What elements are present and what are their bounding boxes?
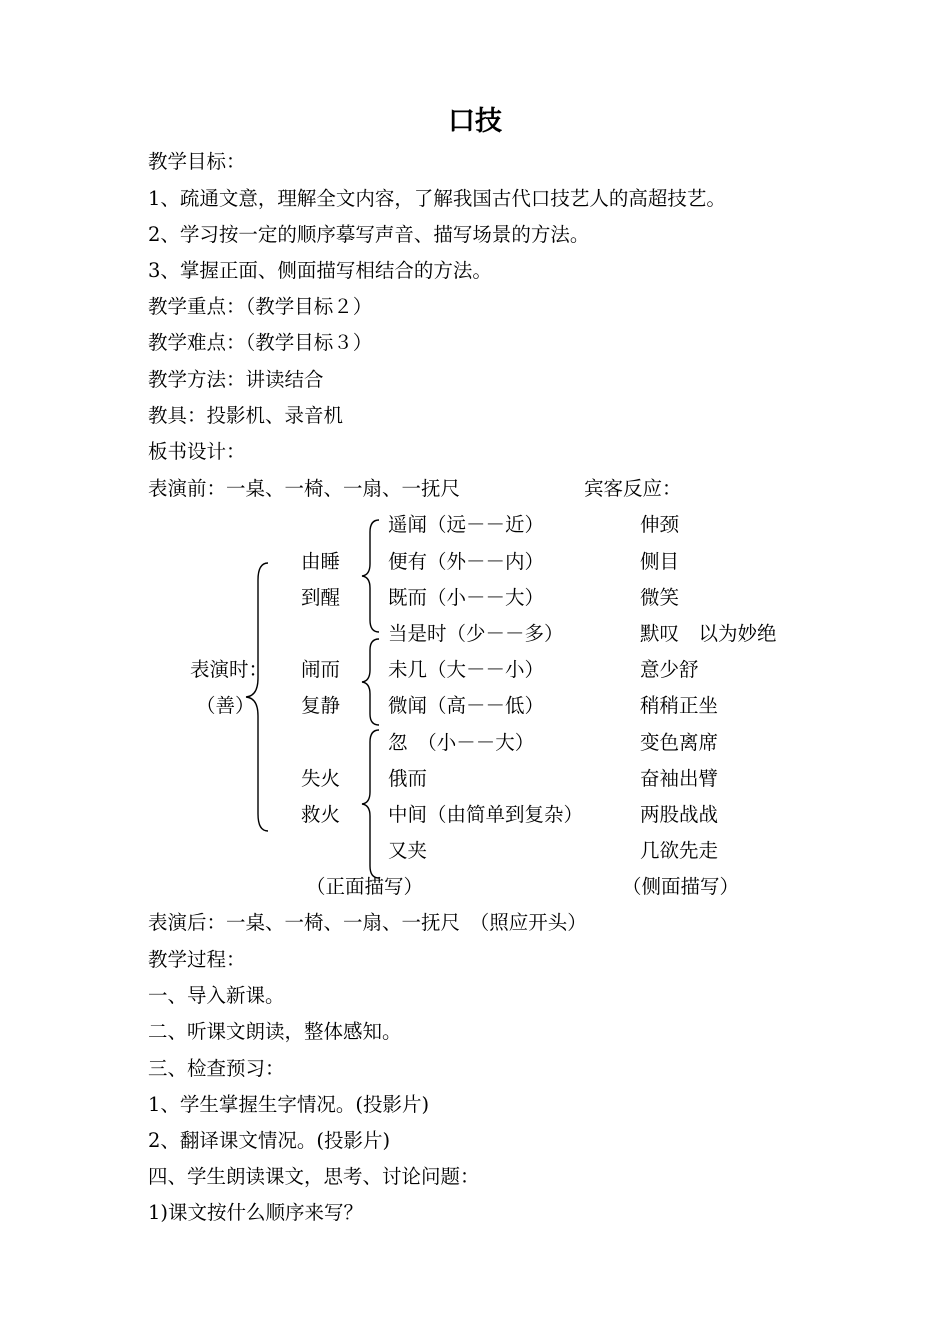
reaction-row-6: 稍稍正坐 [640, 694, 719, 717]
detail-row-8: 俄而 [388, 767, 428, 790]
detail-row-9: 中间（由简单到复杂） [388, 803, 584, 826]
detail-row-6: 微闻（高－－低） [388, 694, 545, 717]
reaction-row-7: 变色离席 [640, 731, 719, 754]
group-3-line-2: 救火 [301, 803, 341, 826]
front-description-label: （正面描写） [306, 875, 424, 898]
group-3-line-1: 失火 [301, 767, 341, 790]
teaching-tools: 教具：投影机、录音机 [148, 404, 344, 427]
group-1-line-2: 到醒 [301, 586, 341, 609]
objective-2: 2、学习按一定的顺序摹写声音、描写场景的方法。 [148, 223, 590, 246]
process-step-3: 三、检查预习： [148, 1057, 285, 1080]
detail-row-3: 既而（小－－大） [388, 586, 545, 609]
process-question-1: 1)课文按什么顺序来写？ [148, 1201, 364, 1224]
detail-row-2: 便有（外－－内） [388, 550, 545, 573]
during-performance-label: 表演时： [190, 658, 269, 681]
guest-reaction-heading: 宾客反应： [584, 477, 682, 500]
teaching-method: 教学方法：讲读结合 [148, 368, 324, 391]
reaction-row-5: 意少舒 [640, 658, 699, 681]
group-1-line-1: 由睡 [301, 550, 341, 573]
process-step-3-1: 1、学生掌握生字情况。(投影片) [148, 1093, 430, 1116]
before-performance: 表演前：一桌、一椅、一扇、一抚尺 [148, 477, 461, 500]
objective-3: 3、掌握正面、侧面描写相结合的方法。 [148, 259, 492, 282]
reaction-row-8: 奋袖出臂 [640, 767, 719, 790]
detail-row-5: 未几（大－－小） [388, 658, 545, 681]
brace-group-3 [362, 730, 379, 878]
detail-row-1: 遥闻（远－－近） [388, 513, 545, 536]
page-title: 口技 [448, 106, 502, 137]
objective-1: 1、疏通文意，理解全文内容，了解我国古代口技艺人的高超技艺。 [148, 187, 726, 210]
reaction-row-1: 伸颈 [640, 513, 680, 536]
group-2-line-1: 闹而 [301, 658, 341, 681]
reaction-row-10: 几欲先走 [640, 839, 719, 862]
brace-group-1 [362, 520, 379, 632]
detail-row-7: 忽 （小－－大） [388, 731, 535, 754]
during-performance-note: （善） [196, 694, 255, 717]
key-point: 教学重点：（教学目标２） [148, 295, 373, 318]
difficult-point: 教学难点：（教学目标３） [148, 331, 373, 354]
process-heading: 教学过程： [148, 948, 246, 971]
process-step-1: 一、导入新课。 [148, 984, 285, 1007]
brace-group-2 [362, 639, 379, 725]
objectives-heading: 教学目标： [148, 150, 246, 173]
group-2-line-2: 复静 [301, 694, 341, 717]
process-step-2: 二、听课文朗读，整体感知。 [148, 1020, 402, 1043]
after-performance: 表演后：一桌、一椅、一扇、一抚尺 （照应开头） [148, 911, 587, 934]
process-step-4: 四、学生朗读课文，思考、讨论问题： [148, 1165, 480, 1188]
reaction-row-2: 侧目 [640, 550, 680, 573]
board-design-heading: 板书设计： [148, 440, 246, 463]
process-step-3-2: 2、翻译课文情况。(投影片) [148, 1129, 391, 1152]
reaction-row-9: 两股战战 [640, 803, 719, 826]
detail-row-10: 又夹 [388, 839, 428, 862]
reaction-row-4: 默叹 以为妙绝 [640, 622, 777, 645]
reaction-row-3: 微笑 [640, 586, 680, 609]
side-description-label: （侧面描写） [622, 875, 740, 898]
detail-row-4: 当是时（少－－多） [388, 622, 564, 645]
